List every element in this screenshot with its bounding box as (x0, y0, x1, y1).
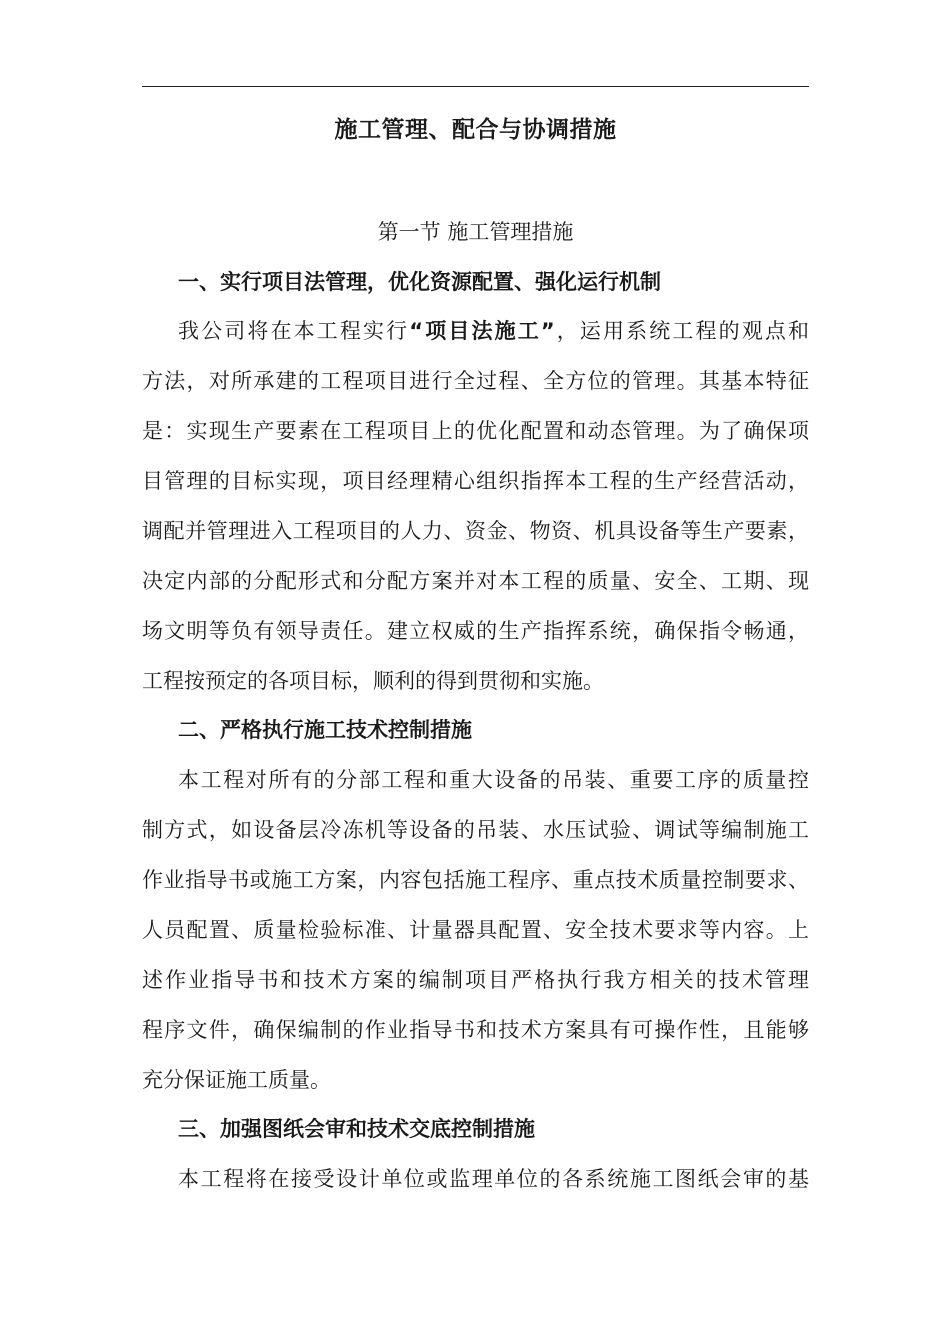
paragraph-line: 人员配置、质量检验标准、计量器具配置、安全技术要求等内容。上 (142, 918, 809, 942)
paragraph-line: 述作业指导书和技术方案的编制项目严格执行我方相关的技术管理 (142, 968, 809, 992)
paragraph-line: 本工程将在接受设计单位或监理单位的各系统施工图纸会审的基 (178, 1167, 809, 1191)
emphasis-text: “项目法施工” (409, 319, 555, 343)
paragraph-line: 调配并管理进入工程项目的人力、资金、物资、机具设备等生产要素， (142, 519, 809, 543)
heading-3: 三、加强图纸会审和技术交底控制措施 (178, 1117, 535, 1141)
paragraph-1 (142, 306, 809, 706)
paragraph-line: 本工程对所有的分部工程和重大设备的吊装、重要工序的质量控 (178, 768, 809, 792)
header-rule (142, 86, 809, 87)
paragraph-line: 场文明等负有领导责任。建立权威的生产指挥系统，确保指令畅通， (142, 619, 809, 643)
paragraph-3 (142, 1154, 809, 1204)
paragraph-line: 方法，对所承建的工程项目进行全过程、全方位的管理。其基本特征 (142, 369, 809, 393)
heading-1: 一、实行项目法管理，优化资源配置、强化运行机制 (178, 270, 661, 294)
paragraph-1-lead: 我公司将在本工程实行 (178, 319, 410, 343)
document-title: 施工管理、配合与协调措施 (334, 117, 617, 143)
paragraph-2 (142, 755, 809, 1105)
paragraph-line: 决定内部的分配形式和分配方案并对本工程的质量、安全、工期、现 (142, 569, 809, 593)
paragraph-line: 是：实现生产要素在工程项目上的优化配置和动态管理。为了确保项 (142, 419, 809, 443)
paragraph-1-tail: ，运用系统工程的观点和 (554, 319, 810, 343)
paragraph-line: 程序文件，确保编制的作业指导书和技术方案具有可操作性，且能够 (142, 1018, 809, 1042)
paragraph-line: 作业指导书或施工方案，内容包括施工程序、重点技术质量控制要求、 (142, 868, 809, 892)
paragraph-line: 工程按预定的各项目标，顺利的得到贯彻和实施。 (142, 669, 604, 693)
paragraph-line (142, 306, 809, 356)
paragraph-line: 充分保证施工质量。 (142, 1068, 331, 1092)
paragraph-line: 制方式，如设备层冷冻机等设备的吊装、水压试验、调试等编制施工 (142, 818, 809, 842)
paragraph-line: 目管理的目标实现，项目经理精心组织指挥本工程的生产经营活动， (142, 469, 809, 493)
section-title: 第一节 施工管理措施 (377, 220, 574, 244)
heading-2: 二、严格执行施工技术控制措施 (178, 718, 472, 742)
